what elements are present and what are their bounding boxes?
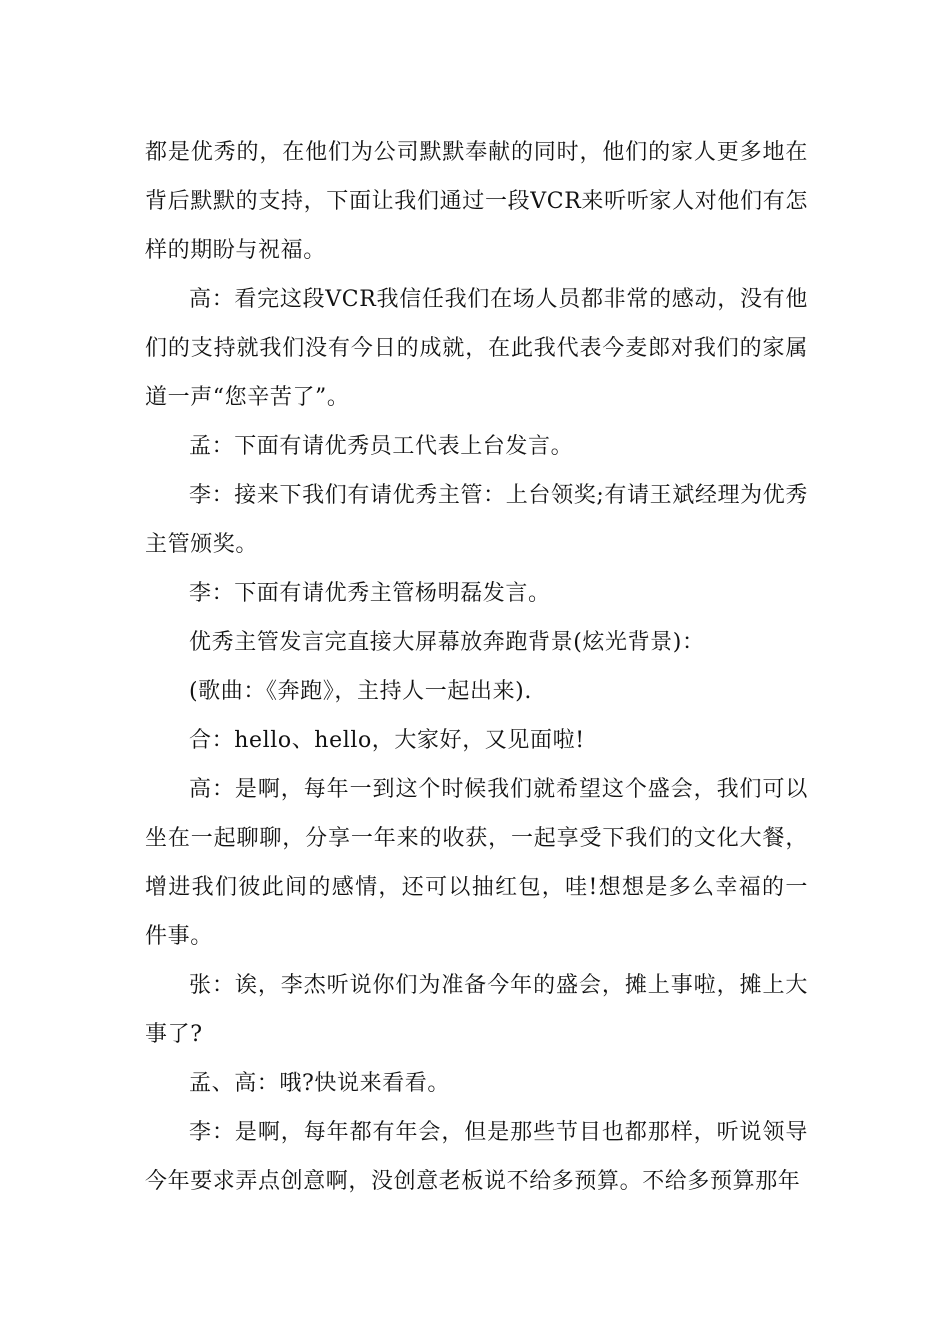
paragraph-1: 都是优秀的，在他们为公司默默奉献的同时，他们的家人更多地在背后默默的支持，下面让我们通过一段VCR来听听家人对他们有怎样的期盼与祝福。	[145, 140, 808, 263]
document-body	[145, 128, 808, 1206]
paragraph-7: (歌曲：《奔跑》，主持人一起出来).	[189, 679, 532, 704]
paragraph-2: 高：看完这段VCR我信任我们在场人员都非常的感动，没有他们的支持就我们没有今日的成就，在此我代表今麦郎对我们的家属道一声“您辛苦了”。	[145, 287, 808, 410]
paragraph-6: 优秀主管发言完直接大屏幕放奔跑背景(炫光背景)：	[189, 630, 705, 655]
paragraph-3: 孟：下面有请优秀员工代表上台发言。	[189, 434, 574, 459]
paragraph-5: 李：下面有请优秀主管杨明磊发言。	[189, 581, 551, 606]
paragraph-11: 孟、高：哦?快说来看看。	[189, 1071, 450, 1096]
paragraph-8: 合：hello、hello，大家好，又见面啦!	[189, 728, 585, 753]
paragraph-10: 张：诶，李杰听说你们为准备今年的盛会，摊上事啦，摊上大事了?	[145, 973, 808, 1047]
paragraph-12: 李：是啊，每年都有年会，但是那些节目也都那样，听说领导今年要求弄点创意啊，没创意老板说不给多预算。不给多预算那年	[145, 1120, 808, 1194]
paragraph-4: 李：接来下我们有请优秀主管：上台领奖;有请王斌经理为优秀主管颁奖。	[145, 483, 808, 557]
paragraph-9: 高：是啊，每年一到这个时候我们就希望这个盛会，我们可以坐在一起聊聊，分享一年来的收获，一起享受下我们的文化大餐，增进我们彼此间的感情，还可以抽红包，哇!想想是多么幸福的一件事。	[145, 777, 808, 949]
